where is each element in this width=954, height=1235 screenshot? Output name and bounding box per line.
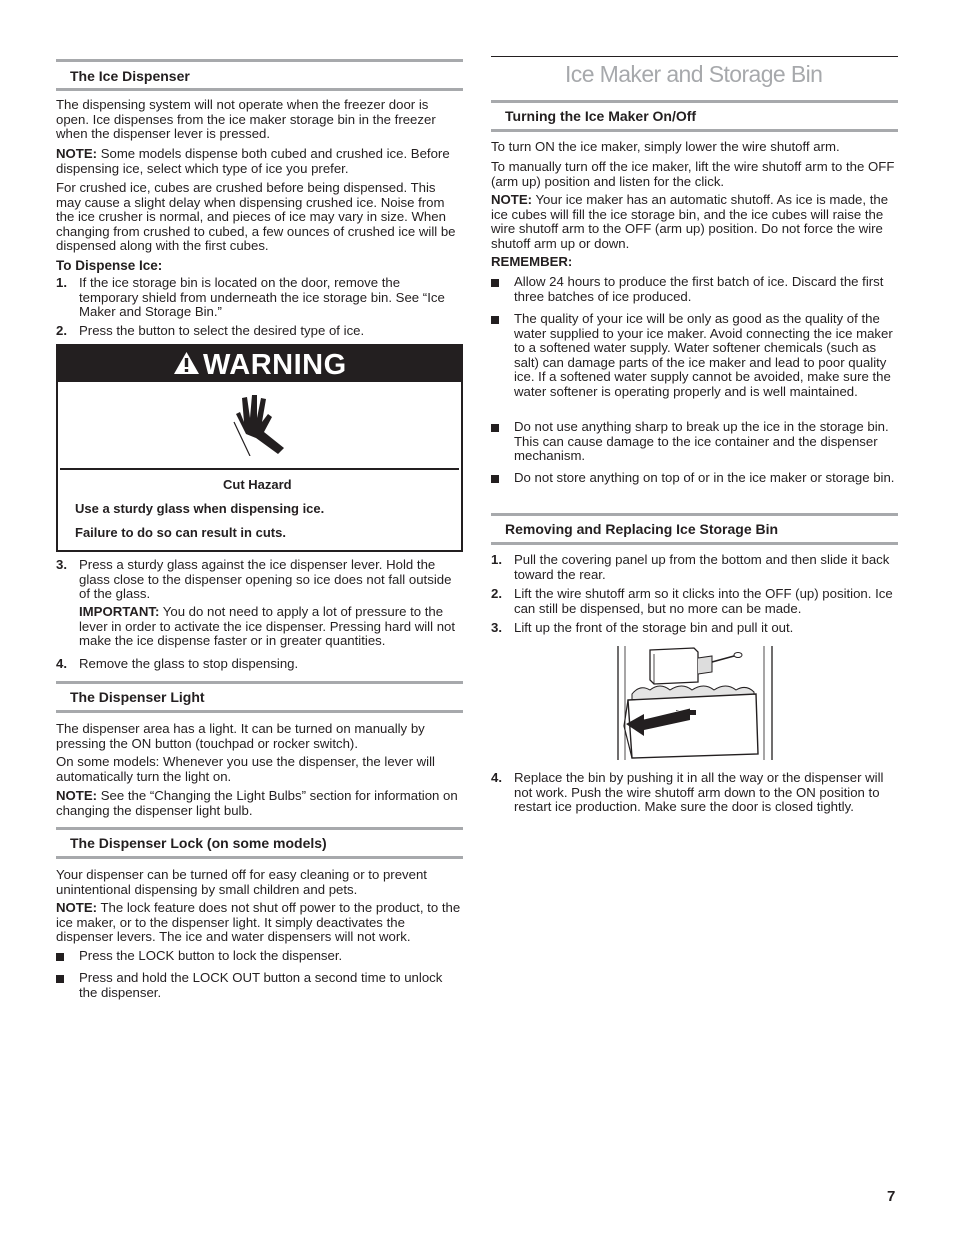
bullet-icon [491,316,499,324]
note-text: See the “Changing the Light Bulbs” section for information on changing the dispenser light bulb. [56,788,458,818]
bullet-text: The quality of your ice will be only as good as the quality of the water supplied to your ice maker. Avoid connecting the ice maker to a softened water supply. Water softener chemicals (such as salt) can damage parts of the ice maker and lead to poor quality ice. If a softened water supply cannot be avoided, make sure the water softener is operating properly and is well maintained. [514,311,893,399]
note-label: NOTE: [56,900,98,915]
step-text: Lift up the front of the storage bin and pull it out. [514,620,794,635]
step-text: If the ice storage bin is located on the door, remove the temporary shield from underneath the ice storage bin. See “Ice Maker and Storage Bin.” [79,275,445,320]
page-number: 7 [887,1188,896,1205]
on-off-paragraph-2: To manually turn off the ice maker, lift the wire shutoff arm to the OFF (arm up) position and listen for the click. [491,159,895,189]
step-number: 3. [56,557,67,572]
step-text: Press a sturdy glass against the ice dispenser lever. Hold the glass close to the dispenser opening so ice does not fall outside of the glass. [79,557,452,602]
warning-pictogram [60,384,459,470]
dispenser-lock-paragraph: Your dispenser can be turned off for easy cleaning or to prevent unintentional dispensing by small children and pets. [56,867,427,897]
warning-title: WARNING [203,349,347,381]
step-text: Pull the covering panel up from the bottom and then slide it back toward the rear. [514,552,890,582]
step-text: Remove the glass to stop dispensing. [79,656,299,671]
warning-line-2: Failure to do so can result in cuts. [75,525,286,540]
main-section-title [491,56,898,101]
note-label: NOTE: [491,192,533,207]
cut-hazard-warning-box [56,344,463,552]
heading-text: The Ice Dispenser [70,68,190,84]
bullet-text: Press the LOCK button to lock the dispenser. [79,948,343,963]
bullet-text: Do not store anything on top of or in the ice maker or storage bin. [514,470,895,485]
heading-text: Turning the Ice Maker On/Off [505,108,697,124]
bullet-icon [491,475,499,483]
dispenser-light-note [56,789,463,818]
step-number: 4. [56,656,67,671]
section-heading-dispenser-lock [56,827,463,859]
bullet-icon [491,424,499,432]
dispenser-light-paragraph-2: On some models: Whenever you use the dispenser, the lever will automatically turn the light on. [56,754,435,784]
heading-text: The Dispenser Lock (on some models) [70,835,327,851]
on-off-note [491,193,898,251]
step-number: 1. [56,275,67,290]
step-text: Lift the wire shutoff arm so it clicks into the OFF (up) position. Ice can still be dispensed, but no more can be made. [514,586,893,616]
note-label: NOTE: [56,788,98,803]
dispenser-lock-note [56,901,463,945]
dispenser-light-paragraph-1: The dispenser area has a light. It can be turned on manually by pressing the ON button (touchpad or rocker switch). [56,721,425,751]
heading-text: The Dispenser Light [70,689,205,705]
section-heading-dispenser-light [56,681,463,713]
ice-dispenser-intro: The dispensing system will not operate when the freezer door is open. Ice dispenses from the ice maker storage bin in the freezer when the dispenser lever is pressed. [56,97,436,142]
note-text: The lock feature does not shut off power to the product, to the ice maker, or to the dispenser light. It simply deactivates the dispenser levers. The ice and water dispensers will not work. [56,900,461,945]
note-label: NOTE: [56,146,98,161]
bullet-icon [56,953,64,961]
crushed-ice-paragraph: For crushed ice, cubes are crushed before being dispensed. This may cause a slight delay when dispensing crushed ice. Noise from the ice crusher is normal, and pieces of ice may vary in size. When changing from crushed to cubed, a few ounces of crushed ice will be dispensed along with the first cubes. [56,180,456,254]
section-heading-on-off [491,100,898,132]
step-number: 2. [491,586,502,601]
step-number: 3. [491,620,502,635]
bullet-icon [56,975,64,983]
title-text: Ice Maker and Storage Bin [565,61,823,87]
warning-line-1: Use a sturdy glass when dispensing ice. [75,501,325,516]
step-text: Replace the bin by pushing it in all the way or the dispenser will not work. Push the wire shutoff arm down to the ON position to restart ice production. Make sure the door is closed tightly. [514,770,884,815]
warning-triangle-icon [173,351,200,375]
remember-label: REMEMBER: [491,254,573,269]
bullet-text: Allow 24 hours to produce the first batch of ice. Discard the first three batches of ice produced. [514,274,884,304]
ice-dispenser-note [56,147,463,176]
step-number: 1. [491,552,502,567]
heading-text: Removing and Replacing Ice Storage Bin [505,521,779,537]
important-note [79,605,463,649]
cut-hazard-label: Cut Hazard [223,477,292,492]
warning-banner [58,346,461,382]
dispense-ice-subheading: To Dispense Ice: [56,258,163,273]
step-text: Press the button to select the desired type of ice. [79,323,365,338]
bullet-icon [491,279,499,287]
section-heading-ice-dispenser [56,59,463,91]
cut-hand-icon [226,392,290,456]
important-label: IMPORTANT: [79,604,160,619]
storage-bin-illustration [616,644,776,762]
on-off-paragraph-1: To turn ON the ice maker, simply lower the wire shutoff arm. [491,139,840,154]
step-number: 4. [491,770,502,785]
note-text: Some models dispense both cubed and crushed ice. Before dispensing ice, select which type of ice you prefer. [56,146,450,176]
bullet-text: Do not use anything sharp to break up the ice in the storage bin. This can cause damage to the ice container and the dispenser mechanism. [514,419,889,464]
step-number: 2. [56,323,67,338]
bullet-text: Press and hold the LOCK OUT button a second time to unlock the dispenser. [79,970,443,1000]
section-heading-removing-bin [491,513,898,545]
important-text: You do not need to apply a lot of pressure to the lever in order to activate the ice dispenser. Pressing hard will not make the ice dispense faster or in greater quantities. [79,604,456,649]
note-text: Your ice maker has an automatic shutoff. As ice is made, the ice cubes will fill the ice storage bin, and the ice cubes will raise the wire shutoff arm to the OFF (arm up) position. Do not force the wire shutoff arm up or down. [491,192,889,251]
